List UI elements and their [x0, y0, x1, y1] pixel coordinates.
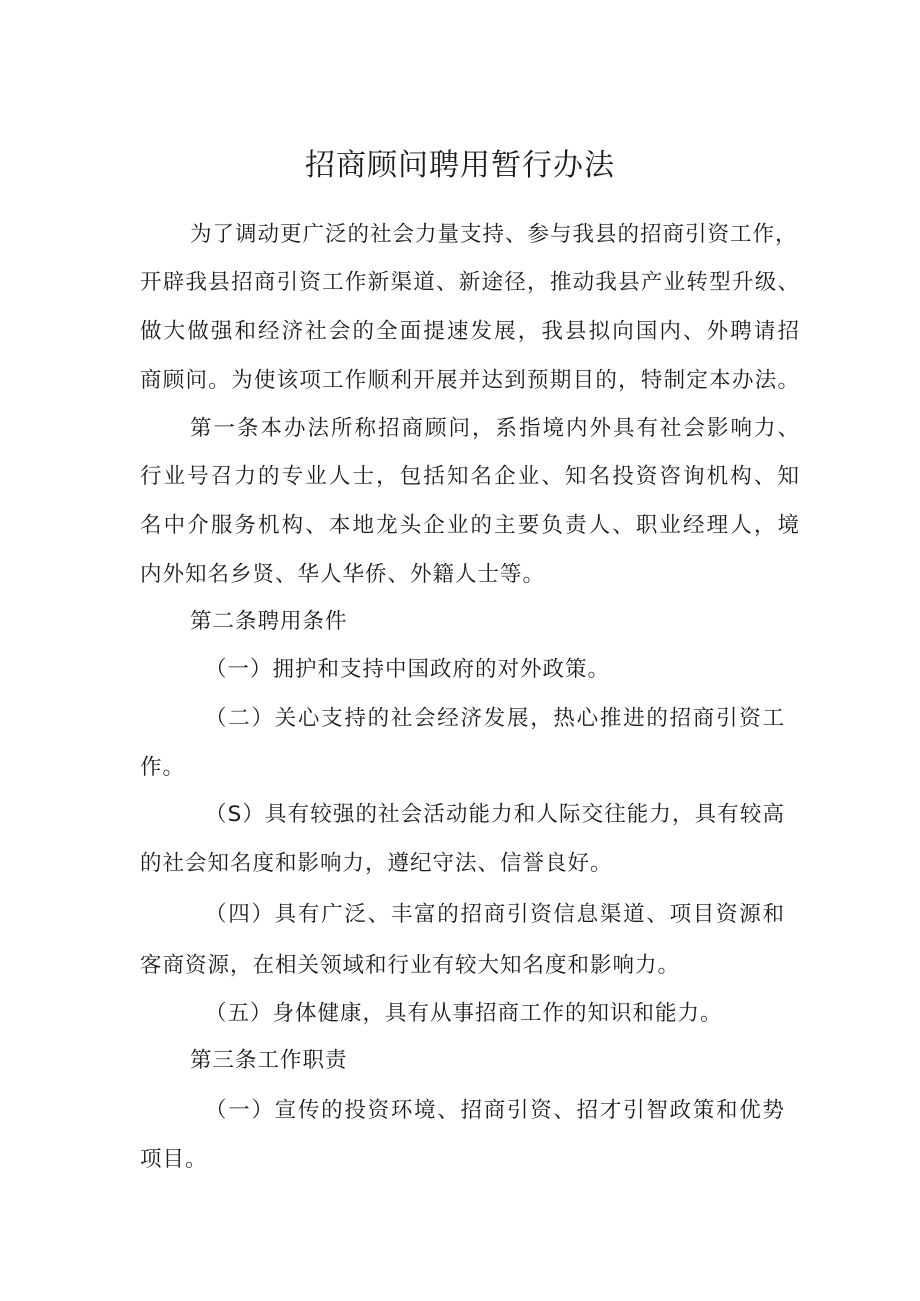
paragraph-line: 商顾问。为使该项工作顺利开展并达到预期目的，特制定本办法。 — [140, 368, 800, 393]
list-item: （四）具有广泛、丰富的招商引资信息渠道、项目资源和 — [205, 902, 785, 927]
paragraph-line: 开辟我县招商引资工作新渠道、新途径，推动我县产业转型升级、 — [140, 270, 800, 295]
list-item: （二）关心支持的社会经济发展，热心推进的招商引资工 — [205, 706, 785, 731]
paragraph-line: 做大做强和经济社会的全面提速发展，我县拟向国内、外聘请招 — [140, 319, 800, 344]
document-title: 招商顾问聘用暂行办法 — [305, 148, 615, 183]
section-heading: 第三条工作职责 — [190, 1048, 348, 1073]
section-heading: 第二条聘用条件 — [190, 609, 348, 634]
list-item: （五）身体健康，具有从事招商工作的知识和能力。 — [205, 1001, 723, 1026]
list-item: （一）宣传的投资环境、招商引资、招才引智政策和优势 — [205, 1098, 785, 1123]
paragraph-line: 的社会知名度和影响力，遵纪守法、信誉良好。 — [140, 851, 613, 876]
paragraph-line: 行业号召力的专业人士，包括知名企业、知名投资咨询机构、知 — [140, 464, 800, 489]
paragraph-line: 为了调动更广泛的社会力量支持、参与我县的招商引资工作， — [190, 222, 798, 247]
paragraph-line: 内外知名乡贤、华人华侨、外籍人士等。 — [140, 562, 546, 587]
list-item: （一）拥护和支持中国政府的对外政策。 — [205, 657, 611, 682]
paragraph-line: 作。 — [140, 755, 186, 780]
paragraph-line: 名中介服务机构、本地龙头企业的主要负责人、职业经理人，境 — [140, 513, 800, 538]
paragraph-line: 项目。 — [140, 1147, 208, 1172]
list-item: （S）具有较强的社会活动能力和人际交往能力，具有较高 — [205, 802, 785, 827]
paragraph-line: 客商资源，在相关领域和行业有较大知名度和影响力。 — [140, 953, 681, 978]
paragraph-line: 第一条本办法所称招商顾问，系指境内外具有社会影响力、 — [190, 416, 800, 441]
